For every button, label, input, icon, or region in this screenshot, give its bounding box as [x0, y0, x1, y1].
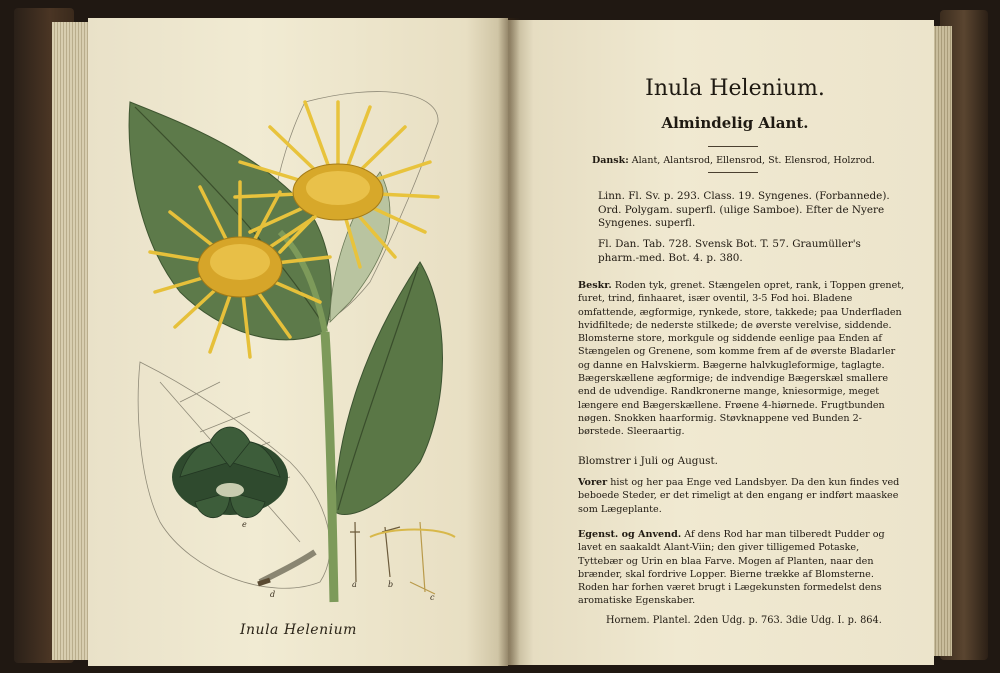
page-edges-left [52, 22, 92, 660]
properties-paragraph [578, 528, 906, 608]
linnaeus-reference: Linn. Fl. Sv. p. 293. Class. 19. Syngenes. (Forbannede). Ord. Polygam. superfl. (ulige Samboe). Efter de Nyere Syngenes. superfl. [598, 190, 890, 230]
rule-top [708, 146, 758, 147]
figure-letter-b: b [388, 580, 394, 589]
description-paragraph [578, 279, 906, 439]
danish-names: Alant, Alantsrod, Ellensrod, St. Elensrod, Holzrod. [631, 155, 875, 166]
book-gutter [498, 18, 520, 666]
properties-label: Egenst. og Anvend. [578, 529, 682, 540]
description-label: Beskr. [578, 280, 612, 291]
habitat-label: Vorer [578, 477, 608, 488]
figure-letter-c: c [430, 593, 435, 602]
figure-letter-d: d [270, 590, 276, 599]
danish-names-line [592, 154, 892, 168]
page-title: Inula Helenium. [645, 76, 825, 101]
flora-references: Fl. Dan. Tab. 728. Svensk Bot. T. 57. Graumüller's pharm.-med. Bot. 4. p. 380. [598, 238, 861, 264]
properties-text: Af dens Rod har man tilberedt Pudder og lavet en saakaldt Alant-Viin; den giver tilligemed Potaske, Tyttebær og Urin en blaa Farve. Mogen af Planten, naar den brænder, skal fordrive Lopper. Bierne trække af Blomsterne. Roden har forhen været brugt i Lægekunsten formedelst dens aromatiske Egenskaber. [578, 529, 885, 607]
plate-caption: Inula Helenium [240, 622, 357, 638]
figure-letter-e: e [242, 520, 247, 529]
flowering-line: Blomstrer i Juli og August. [578, 455, 718, 467]
danish-label: Dansk: [592, 155, 629, 166]
hornemann-reference: Hornem. Plantel. 2den Udg. p. 763. 3die Udg. I. p. 864. [606, 615, 882, 626]
habitat-text: hist og her paa Enge ved Landsbyer. Da den kun findes ved beboede Steder, er det rimeligt at den engang er indført maaskee som Lægeplante. [578, 477, 900, 515]
involucre-detail [172, 427, 288, 518]
habitat-paragraph [578, 476, 906, 516]
description-text: Roden tyk, grenet. Stængelen opret, rank, i Toppen grenet, furet, trind, finhaaret, især oventil, 3-5 Fod hoi. Bladene omfattende, ægformige, rynkede, store, takkede; paa Underfladen hvidfiltede; de nederste stilkede; de øverste verelvise, siddende. Blomsterne store, morkgule og siddende eenlige paa Enden af Stængelen og Grenene, som komme frem af de øverste Bladarler og danne en Halvskierm. Bægerne halvkugleformige, taglagte. Bægerskællene ægformige; de indvendige Bægerskæl smallere end de udvendige. Randkronerne mange, kniesormige, meget længere end Bægerskællene. Frøene 4-hiørnede. Frugtbunden nøgen. Snokken haarformig. Støvknappene ved Bunden 2-børstede. Sleeraartig. [578, 280, 905, 438]
page-subtitle: Almindelig Alant. [661, 114, 809, 132]
figure-letter-a: a [352, 580, 357, 589]
botanical-illustration [120, 82, 460, 612]
green-leaves [129, 102, 442, 515]
rule-bottom [708, 172, 758, 173]
